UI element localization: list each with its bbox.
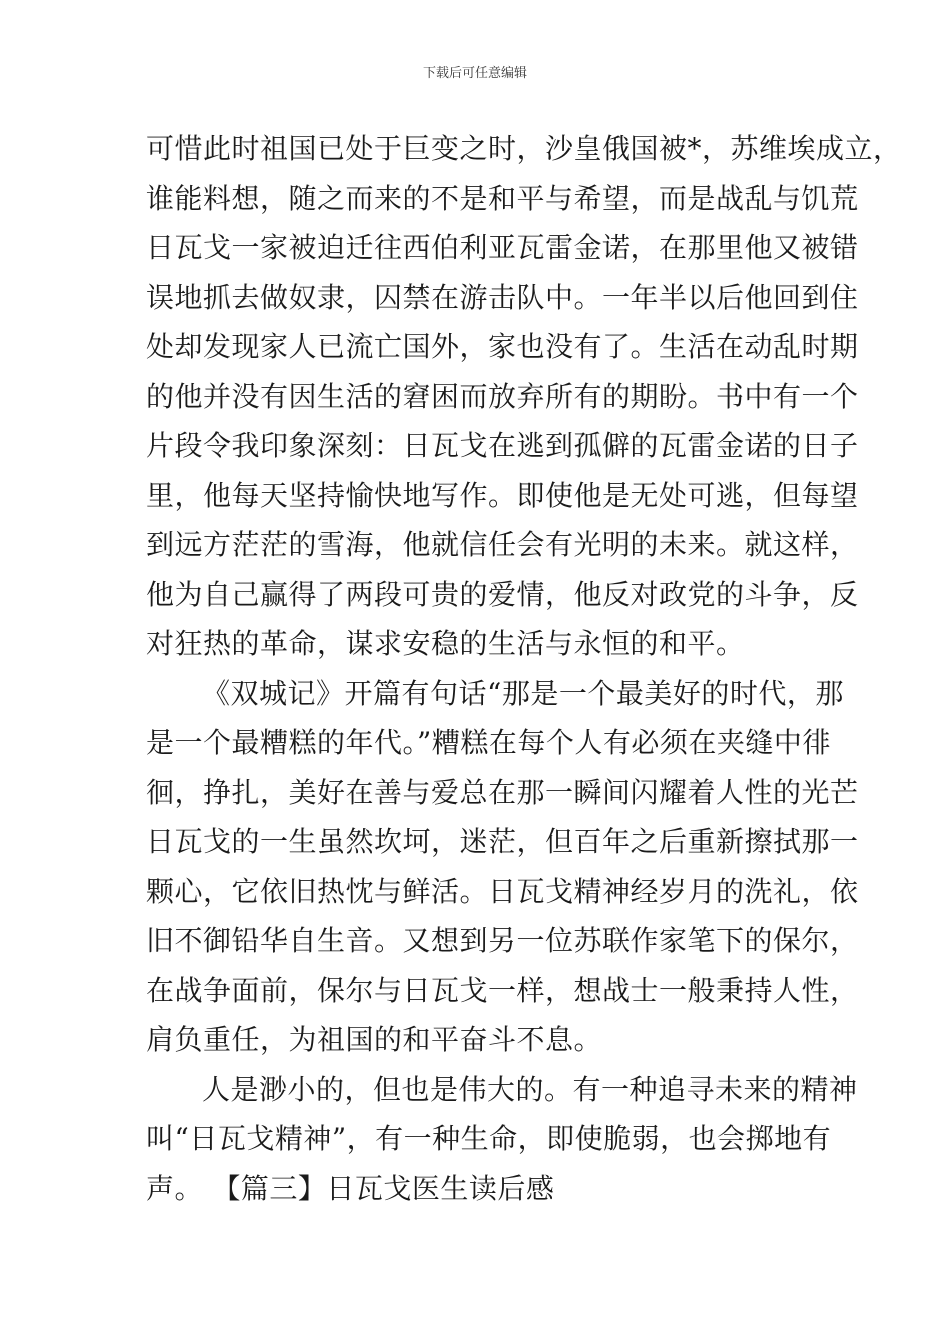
- text-line: 处却发现家人已流亡国外，家也没有了。生活在动乱时期: [146, 330, 859, 363]
- text-line: 谁能料想，随之而来的不是和平与希望，而是战乱与饥荒: [146, 181, 859, 215]
- text-line: 叫“日瓦戈精神”，有一种生命，即使脆弱，也会掷地有: [146, 1122, 832, 1155]
- text-line: 的他并没有因生活的窘困而放弃所有的期盼。书中有一个: [146, 379, 859, 413]
- text-line: 他为自己赢得了两段可贵的爱情，他反对政党的斗争，反: [146, 577, 859, 611]
- text-line: 声。 【篇三】日瓦戈医生读后感: [146, 1171, 555, 1205]
- text-line: 颗心，它依旧热忱与鲜活。日瓦戈精神经岁月的洗礼，依: [146, 874, 859, 908]
- text-line: 徊，挣扎，美好在善与爱总在那一瞬间闪耀着人性的光芒: [146, 775, 859, 809]
- text-line: 里，他每天坚持愉快地写作。即使他是无处可逃，但每望: [146, 478, 859, 512]
- text-line-paragraph-start: 人是渺小的，但也是伟大的。有一种追寻未来的精神: [202, 1072, 858, 1106]
- text-line: 对狂热的革命，谋求安稳的生活与永恒的和平。: [146, 627, 745, 660]
- text-line: 日瓦戈一家被迫迁往西伯利亚瓦雷金诺，在那里他又被错: [146, 231, 859, 264]
- text-line: 在战争面前，保尔与日瓦戈一样，想战士一般秉持人性，: [146, 973, 859, 1007]
- text-line: 日瓦戈的一生虽然坎坷，迷茫，但百年之后重新擦拭那一: [146, 825, 859, 858]
- text-line: 旧不御铅华自生音。又想到另一位苏联作家笔下的保尔，: [146, 924, 859, 957]
- document-body: [146, 124, 902, 1213]
- text-line: 可惜此时祖国已处于巨变之时，沙皇俄国被*，苏维埃成立，: [146, 132, 902, 165]
- text-line: 是一个最糟糕的年代。”糟糕在每个人有必须在夹缝中徘: [146, 726, 831, 759]
- text-line-paragraph-start: 《双城记》开篇有句话“那是一个最美好的时代，那: [202, 676, 844, 710]
- text-line: 片段令我印象深刻：日瓦戈在逃到孤僻的瓦雷金诺的日子: [146, 429, 859, 462]
- text-line: 肩负重任，为祖国的和平奋斗不息。: [146, 1023, 603, 1056]
- page-header: 下载后可任意编辑: [422, 66, 527, 81]
- text-line: 误地抓去做奴隶，囚禁在游击队中。一年半以后他回到住: [146, 280, 859, 314]
- text-line: 到远方茫茫的雪海，他就信任会有光明的未来。就这样，: [146, 528, 859, 561]
